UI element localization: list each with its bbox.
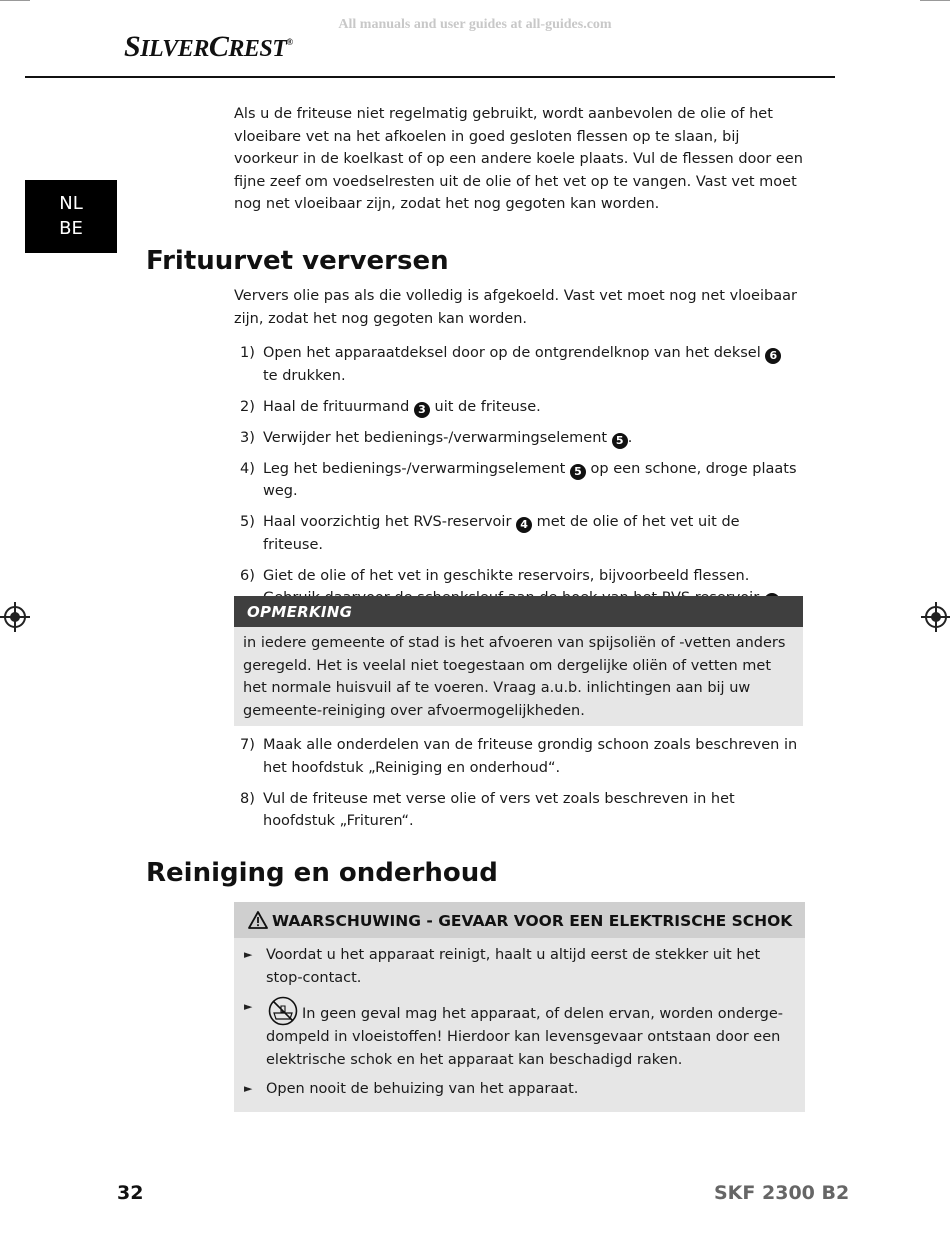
- step-number: 1): [240, 345, 255, 361]
- warning-text: Open nooit de behuizing van het apparaat.: [266, 1081, 579, 1097]
- step-number: 3): [240, 429, 255, 446]
- registration-mark-icon: [4, 606, 26, 628]
- header-rule: [25, 76, 835, 78]
- language-code: NL: [59, 193, 83, 214]
- step-text: Verwijder het bedienings-/verwarmingselement: [263, 429, 612, 446]
- step-item: [234, 458, 800, 503]
- step-text: op een schone, droge plaats weg.: [263, 460, 797, 499]
- step-item: [234, 427, 800, 450]
- warning-item: [244, 1078, 795, 1101]
- step-text: met de olie of het vet uit de friteuse.: [263, 514, 740, 553]
- arrow-bullet-icon: ►: [244, 1082, 253, 1095]
- step-text: Vul de friteuse met verse olie of vers vet zoals beschreven in het hoofdstuk „Frituren“.: [263, 790, 735, 829]
- warning-item: [244, 944, 795, 989]
- language-tab: [25, 180, 117, 253]
- step-number: 5): [240, 514, 255, 530]
- arrow-bullet-icon: ►: [244, 948, 253, 961]
- step-text: te drukken.: [263, 367, 346, 384]
- arrow-bullet-icon: ►: [244, 1000, 253, 1013]
- warning-item: [244, 996, 795, 1071]
- section-intro: Ververs olie pas als die volledig is afgekoeld. Vast vet moet nog net vloeibaar zijn, zodat het nog gegoten kan worden.: [234, 288, 797, 327]
- step-item: [234, 734, 800, 779]
- warning-triangle-icon: [248, 911, 268, 929]
- model-number: SKF 2300 B2: [714, 1182, 850, 1204]
- steps-list: [234, 342, 800, 618]
- step-number: 7): [240, 737, 255, 753]
- brand-logo: [124, 30, 293, 64]
- step-item: [234, 511, 800, 556]
- part-ref-icon: 5: [570, 464, 586, 480]
- section-title: Frituurvet verversen: [146, 246, 449, 276]
- note-title: OPMERKING: [234, 596, 803, 627]
- steps-list-continued: [234, 734, 800, 841]
- warning-text: Voordat u het apparaat reinigt, haalt u altijd eerst de stekker uit het stop-contact.: [266, 947, 761, 986]
- step-text: .: [627, 429, 633, 446]
- registered-mark: ®: [286, 37, 293, 47]
- no-immerse-icon: [266, 996, 300, 1026]
- step-text: uit de friteuse.: [429, 398, 541, 415]
- note-box: [234, 596, 803, 726]
- section-title: Reiniging en onderhoud: [146, 858, 498, 888]
- part-ref-icon: 5: [612, 433, 628, 449]
- part-ref-icon: 6: [765, 348, 781, 364]
- warning-list: [234, 938, 805, 1112]
- step-number: 6): [240, 567, 255, 584]
- part-ref-icon: 3: [414, 402, 430, 418]
- crop-mark: [920, 0, 950, 1]
- step-number: 4): [240, 460, 255, 477]
- step-number: 2): [240, 398, 255, 415]
- warning-header: [234, 902, 805, 938]
- intro-paragraph: Als u de friteuse niet regelmatig gebruikt, wordt aanbevolen de olie of het vloeibare vet na het afkoelen in goed gesloten flessen op te slaan, bij voorkeur in de koelkast of op een andere koele plaats. Vul de flessen door een fijne zeef om voedselresten uit de olie of het vet op te vangen. Vast vet moet nog net vloeibaar zijn, zodat het nog gegoten kan worden.: [234, 106, 803, 212]
- step-number: 8): [240, 790, 255, 807]
- part-ref-icon: 4: [516, 517, 532, 533]
- step-item: [234, 788, 800, 833]
- step-text: Haal de frituurmand: [263, 398, 414, 415]
- step-item: [234, 396, 800, 419]
- crop-mark: [0, 0, 30, 1]
- step-item: [234, 342, 800, 387]
- step-text: Maak alle onderdelen van de friteuse grondig schoon zoals beschreven in het hoofdstuk „Reiniging en onderhoud“.: [263, 737, 798, 776]
- page-number: 32: [117, 1182, 144, 1204]
- step-text: Haal voorzichtig het RVS-reservoir: [263, 514, 517, 530]
- registration-mark-icon: [925, 606, 947, 628]
- warning-title: WAARSCHUWING - GEVAAR VOOR EEN ELEKTRISCHE SCHOK: [272, 912, 793, 930]
- warning-box: [234, 902, 805, 1112]
- step-text: Open het apparaatdeksel door op de ontgrendelknop van het deksel: [263, 345, 766, 361]
- step-text: Leg het bedienings-/verwarmingselement: [263, 460, 570, 477]
- brand-name: SILVERCREST: [124, 30, 287, 63]
- country-code: BE: [59, 218, 83, 239]
- step-text: Giet de olie of het vet in geschikte reservoirs, bijvoorbeeld flessen.: [263, 567, 750, 584]
- note-text: in iedere gemeente of stad is het afvoeren van spijsoliën of -vetten anders geregeld. Het is veelal niet toegestaan om dergelijke oliën of vetten met het normale huisvuil af te voeren. Vraag a.u.b. inlichtingen aan bij uw gemeente-reiniging over afvoermogelijkheden.: [234, 627, 803, 726]
- warning-text: In geen geval mag het apparaat, of delen ervan, worden onderge-dompeld in vloeistoffen! Hierdoor kan levensgevaar ontstaan door een elektrische schok en het apparaat kan beschadigd raken.: [266, 1006, 784, 1068]
- watermark: All manuals and user guides at all-guides.com: [338, 17, 612, 32]
